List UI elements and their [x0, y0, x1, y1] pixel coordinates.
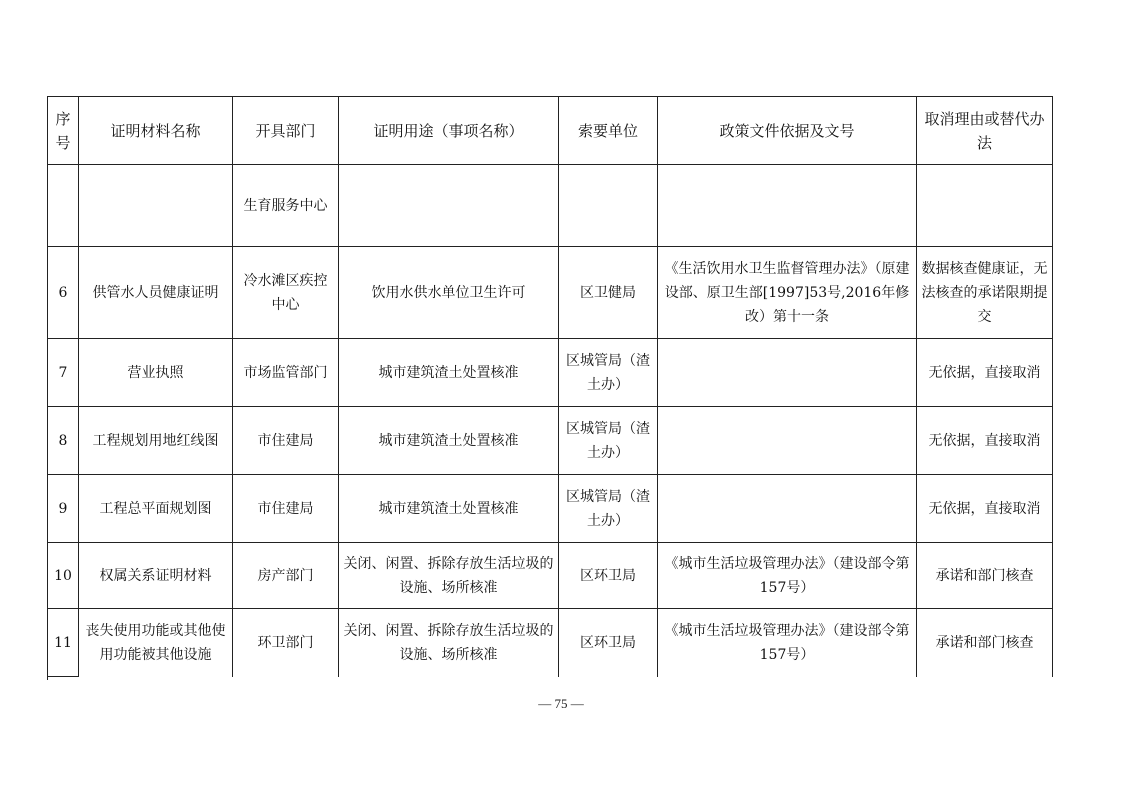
header-policy: 政策文件依据及文号	[658, 97, 917, 165]
cell-requester: 区城管局（渣土办）	[559, 475, 658, 543]
cell-policy	[658, 407, 917, 475]
table-row	[48, 165, 1053, 247]
cell-policy	[658, 165, 917, 247]
cell-material	[79, 165, 233, 247]
cell-reason: 无依据，直接取消	[917, 475, 1053, 543]
cell-seq: 10	[48, 543, 79, 609]
cell-seq: 8	[48, 407, 79, 475]
cell-dept: 房产部门	[233, 543, 339, 609]
cell-material: 供管水人员健康证明	[79, 247, 233, 339]
cell-purpose: 关闭、闲置、拆除存放生活垃圾的设施、场所核准	[339, 543, 559, 609]
cell-policy: 《生活饮用水卫生监督管理办法》（原建设部、原卫生部[1997]53号,2016年修改）第十一条	[658, 247, 917, 339]
table-row	[48, 609, 1053, 677]
cell-purpose: 城市建筑渣土处置核准	[339, 339, 559, 407]
cell-reason: 无依据，直接取消	[917, 339, 1053, 407]
table-row	[48, 543, 1053, 609]
page-number: — 75 —	[538, 696, 584, 711]
cell-seq	[48, 165, 79, 247]
table-row	[48, 475, 1053, 543]
header-material: 证明材料名称	[79, 97, 233, 165]
cell-material: 工程规划用地红线图	[79, 407, 233, 475]
cell-reason: 承诺和部门核查	[917, 609, 1053, 677]
header-dept: 开具部门	[233, 97, 339, 165]
certificate-table	[47, 96, 1053, 677]
cell-dept: 市住建局	[233, 407, 339, 475]
cell-dept: 冷水滩区疾控中心	[233, 247, 339, 339]
cell-seq: 9	[48, 475, 79, 543]
header-purpose: 证明用途（事项名称）	[339, 97, 559, 165]
cell-purpose: 城市建筑渣土处置核准	[339, 475, 559, 543]
cell-seq: 6	[48, 247, 79, 339]
table-row	[48, 339, 1053, 407]
cell-material: 丧失使用功能或其他使用功能被其他设施	[79, 609, 233, 677]
cell-policy	[658, 339, 917, 407]
table-edge-mark	[47, 676, 48, 680]
header-requester: 索要单位	[559, 97, 658, 165]
table-row	[48, 247, 1053, 339]
cell-dept: 市场监管部门	[233, 339, 339, 407]
cell-requester: 区城管局（渣土办）	[559, 339, 658, 407]
cell-dept: 市住建局	[233, 475, 339, 543]
cell-material: 工程总平面规划图	[79, 475, 233, 543]
cell-purpose: 饮用水供水单位卫生许可	[339, 247, 559, 339]
header-reason: 取消理由或替代办法	[917, 97, 1053, 165]
cell-requester: 区环卫局	[559, 609, 658, 677]
cell-purpose	[339, 165, 559, 247]
cell-reason: 无依据，直接取消	[917, 407, 1053, 475]
cell-requester: 区卫健局	[559, 247, 658, 339]
cell-seq: 7	[48, 339, 79, 407]
cell-reason	[917, 165, 1053, 247]
cell-policy: 《城市生活垃圾管理办法》（建设部令第157号）	[658, 543, 917, 609]
cell-policy	[658, 475, 917, 543]
cell-reason: 承诺和部门核查	[917, 543, 1053, 609]
cell-seq: 11	[48, 609, 79, 677]
cell-reason: 数据核查健康证，无法核查的承诺限期提交	[917, 247, 1053, 339]
table-row	[48, 407, 1053, 475]
header-seq: 序号	[48, 97, 79, 165]
cell-requester	[559, 165, 658, 247]
cell-requester: 区环卫局	[559, 543, 658, 609]
cell-dept: 环卫部门	[233, 609, 339, 677]
cell-dept: 生育服务中心	[233, 165, 339, 247]
cell-requester: 区城管局（渣土办）	[559, 407, 658, 475]
cell-purpose: 关闭、闲置、拆除存放生活垃圾的设施、场所核准	[339, 609, 559, 677]
cell-purpose: 城市建筑渣土处置核准	[339, 407, 559, 475]
header-row	[48, 97, 1053, 165]
cell-material: 营业执照	[79, 339, 233, 407]
cell-policy: 《城市生活垃圾管理办法》（建设部令第157号）	[658, 609, 917, 677]
cell-material: 权属关系证明材料	[79, 543, 233, 609]
